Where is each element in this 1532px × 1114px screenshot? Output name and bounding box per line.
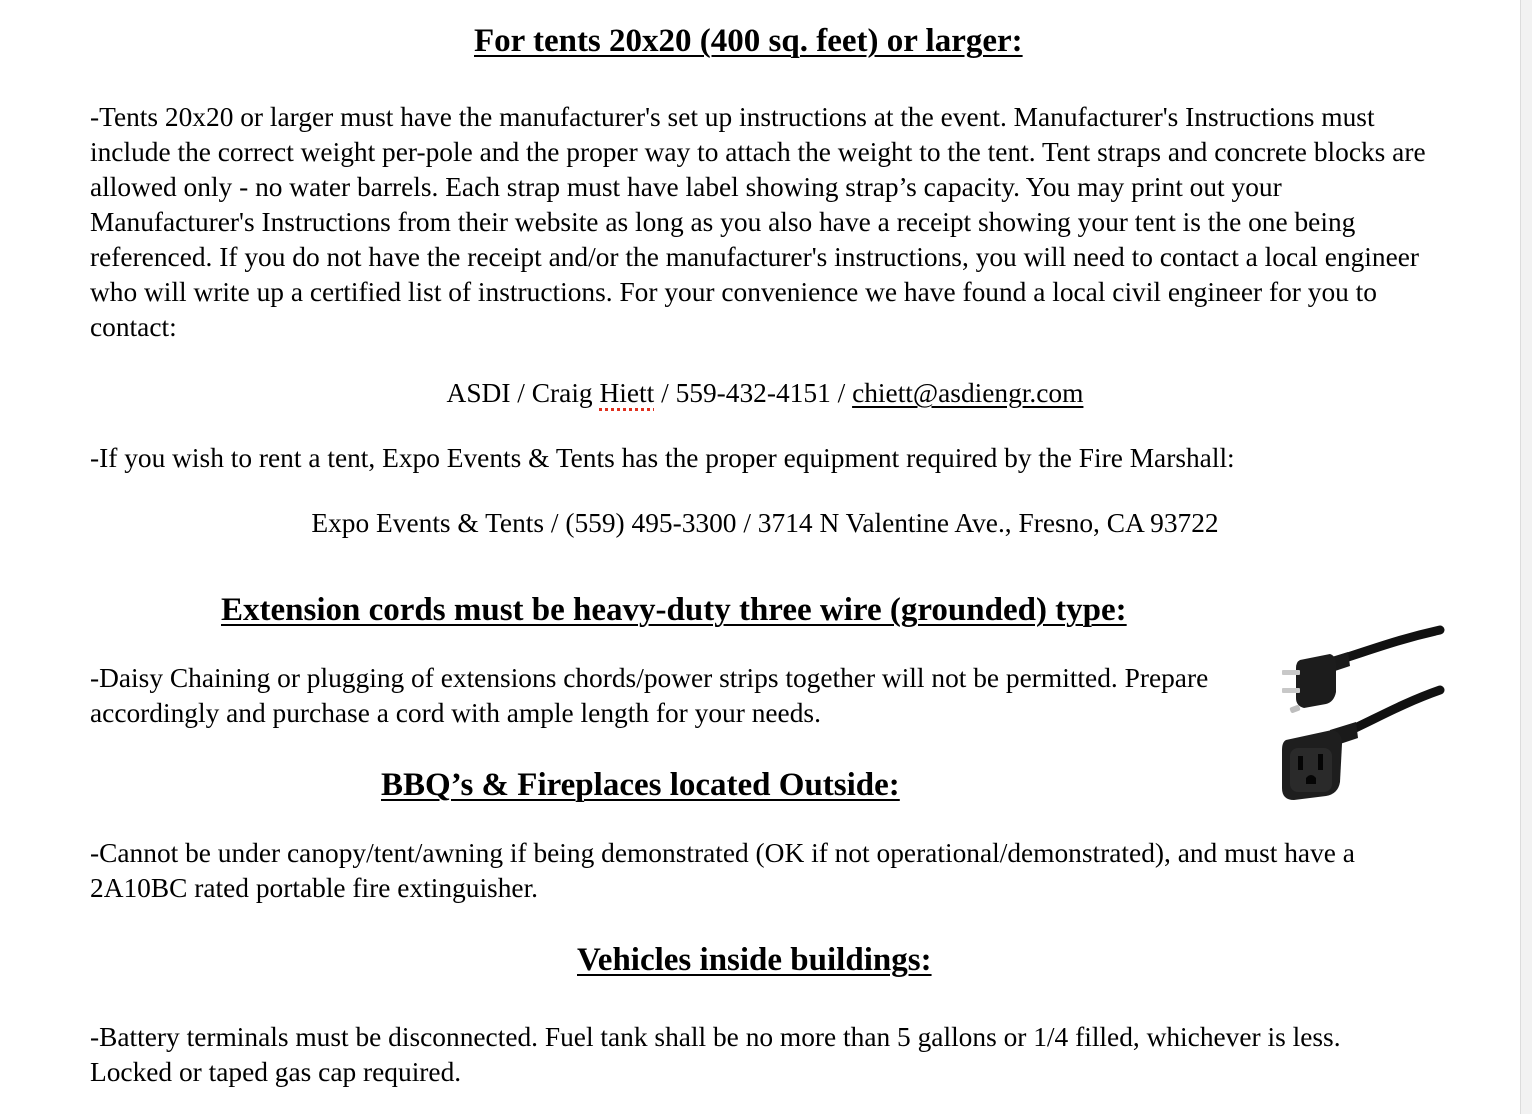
engineer-contact-prefix: ASDI / Craig <box>446 378 600 408</box>
male-plug-body <box>1296 654 1336 708</box>
extension-cord-image <box>1270 622 1445 807</box>
engineer-contact-phone: / 559-432-4151 / <box>654 378 853 408</box>
lower-cable <box>1342 690 1440 734</box>
socket-slot-left <box>1298 756 1303 770</box>
bbq-body: -Cannot be under canopy/tent/awning if being demonstrated (OK if not operational/demonstrated), and must have a 2A10BC rated portable fire extinguisher. <box>90 838 1355 903</box>
tents-heading: For tents 20x20 (400 sq. feet) or larger: <box>474 23 1023 59</box>
plug-ground-pin <box>1289 704 1300 713</box>
engineer-email-link[interactable]: chiett@asdiengr.com <box>852 378 1084 408</box>
vehicles-body: -Battery terminals must be disconnected. Fuel tank shall be no more than 5 gallons or 1/4 filled, whichever is less. Locked or taped gas cap required. <box>90 1022 1341 1087</box>
window-right-edge <box>1520 0 1532 1114</box>
socket-slot-right <box>1318 754 1323 770</box>
bbq-heading: BBQ’s & Fireplaces located Outside: <box>381 767 900 803</box>
tent-rental-intro: -If you wish to rent a tent, Expo Events & Tents has the proper equipment required by the Fire Marshall: <box>90 443 1235 473</box>
socket-face <box>1290 748 1332 792</box>
plug-prong-bottom <box>1282 688 1300 693</box>
extension-cords-heading: Extension cords must be heavy-duty three wire (grounded) type: <box>221 592 1127 628</box>
engineer-name-misspelled[interactable]: Hiett <box>599 378 655 408</box>
extension-cords-body: -Daisy Chaining or plugging of extensions chords/power strips together will not be permitted. Prepare accordingly and purchase a cord with ample length for your needs. <box>90 663 1209 728</box>
tent-rental-contact: Expo Events & Tents / (559) 495-3300 / 3714 N Valentine Ave., Fresno, CA 93722 <box>311 508 1219 538</box>
vehicles-heading: Vehicles inside buildings: <box>577 942 932 978</box>
engineer-contact <box>0 376 1530 411</box>
tents-body: -Tents 20x20 or larger must have the manufacturer's set up instructions at the event. Manufacturer's Instructions must include the correct weight per-pole and the proper way to attach the weight to the tent. Tent straps and concrete blocks are allowed only - no water barrels. Each strap must have label showing strap’s capacity. You may print out your Manufacturer's Instructions from their website as long as you also have a receipt showing your tent is the one being referenced. If you do not have the receipt and/or the manufacturer's instructions, you will need to contact a local engineer who will write up a certified list of instructions. For your convenience we have found a local civil engineer for you to contact: <box>90 102 1426 342</box>
plug-prong-top <box>1282 670 1300 675</box>
